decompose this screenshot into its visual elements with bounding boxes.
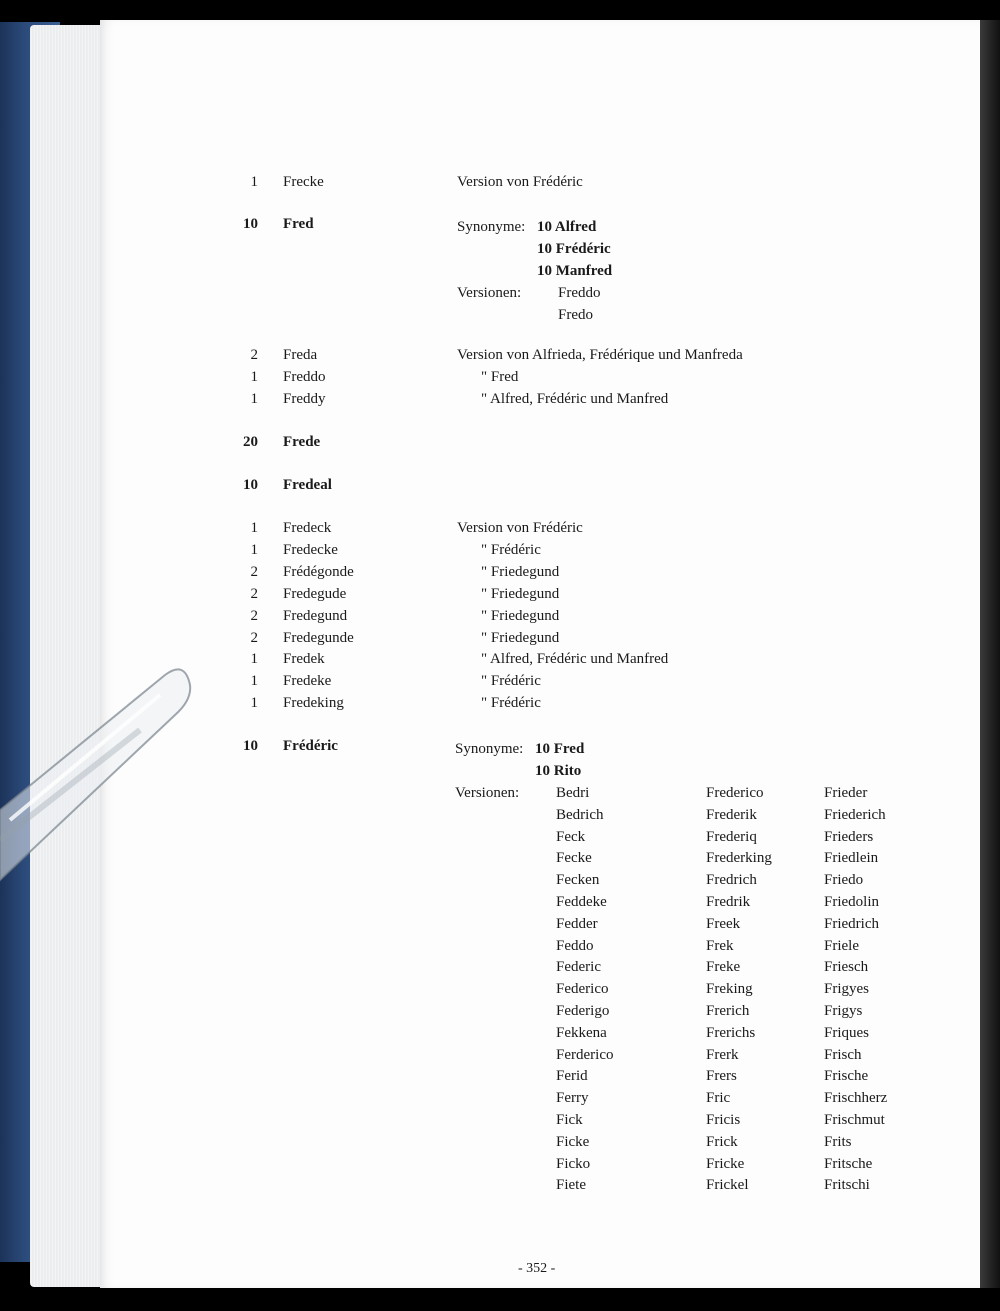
fred-version: Fredo bbox=[558, 307, 593, 323]
entry-name: Fredeck bbox=[283, 520, 332, 536]
entry-note: Version von Frédéric bbox=[457, 174, 583, 190]
frederic-version: Frerk bbox=[706, 1046, 739, 1063]
fred-synonym: 10 Alfred bbox=[537, 219, 597, 235]
frederic-version: Friedo bbox=[824, 872, 864, 889]
fred-synonym: 10 Manfred bbox=[537, 263, 613, 279]
entry-note: " Friedegund bbox=[481, 608, 560, 624]
entry-count: 1 bbox=[250, 391, 258, 407]
frederic-version: Fritsche bbox=[824, 1155, 873, 1172]
entry-note: Version von Frédéric bbox=[457, 520, 583, 536]
frederic-version: Frederiq bbox=[706, 828, 757, 845]
frederic-version: Fredrik bbox=[706, 894, 751, 910]
fred-versions-label: Versionen: bbox=[457, 285, 522, 301]
frederic-version: Frederico bbox=[706, 785, 764, 801]
frederic-version: Friedrich bbox=[824, 915, 879, 932]
frederic-version: Friedolin bbox=[824, 894, 879, 910]
frederic-version: Fritschi bbox=[824, 1177, 870, 1194]
entry-note: " Fred bbox=[481, 369, 519, 385]
page-number: - 352 - bbox=[518, 1261, 556, 1276]
frederic-version: Freking bbox=[706, 981, 753, 998]
frederic-version: Friedlein bbox=[824, 850, 879, 867]
entry-count: 2 bbox=[250, 347, 258, 363]
entry-count: 20 bbox=[243, 434, 258, 450]
frederic-version: Frek bbox=[706, 937, 734, 954]
frederic-version: Fiete bbox=[556, 1177, 586, 1194]
entry-name: Fredegund bbox=[283, 608, 348, 624]
frederic-version: Frischherz bbox=[824, 1090, 888, 1107]
frederic-version: Bedri bbox=[556, 785, 590, 801]
entry-count: 1 bbox=[250, 651, 258, 667]
frederic-version: Freek bbox=[706, 915, 741, 932]
frederic-version: Frederik bbox=[706, 806, 757, 823]
fred-version: Freddo bbox=[558, 285, 601, 301]
entry-count: 2 bbox=[250, 586, 258, 602]
entry-note: " Frédéric bbox=[481, 695, 541, 711]
entry-name: Frecke bbox=[283, 174, 324, 190]
entry-name: Freddo bbox=[283, 369, 326, 385]
frederic-version: Frigys bbox=[824, 1003, 863, 1019]
frederic-version: Ferid bbox=[556, 1068, 588, 1085]
frederic-version: Federic bbox=[556, 959, 601, 976]
entry-name: Frede bbox=[283, 434, 321, 450]
frederic-version: Bedrich bbox=[556, 806, 604, 823]
frederic-version: Frieders bbox=[824, 828, 874, 845]
frederic-version: Friele bbox=[824, 937, 859, 954]
frederic-versions-label: Versionen: bbox=[455, 785, 520, 801]
frederic-version: Fredrich bbox=[706, 872, 757, 889]
entry-count: 1 bbox=[250, 542, 258, 558]
entry-name: Freda bbox=[283, 347, 318, 363]
frederic-version: Friques bbox=[824, 1024, 869, 1041]
entry-note: " Alfred, Frédéric und Manfred bbox=[481, 651, 669, 667]
frederic-version: Feddo bbox=[556, 937, 594, 954]
fred-synonym: 10 Frédéric bbox=[537, 241, 611, 257]
frederic-version: Frische bbox=[824, 1068, 869, 1085]
page-pointer bbox=[0, 640, 220, 940]
entry-count: 2 bbox=[250, 608, 258, 624]
entry-count: 1 bbox=[250, 369, 258, 385]
entry-note: " Friedegund bbox=[481, 564, 560, 580]
frederic-version: Federico bbox=[556, 981, 609, 998]
frederic-version: Frers bbox=[706, 1068, 737, 1085]
frederic-version: Friederich bbox=[824, 806, 886, 823]
frederic-synonyms-label: Synonyme: bbox=[455, 741, 524, 757]
frederic-version: Feddeke bbox=[556, 894, 607, 910]
frederic-version: Ficko bbox=[556, 1155, 591, 1172]
frederic-version: Fricke bbox=[706, 1155, 745, 1172]
frederic-version: Frisch bbox=[824, 1046, 862, 1063]
frederic-version: Freke bbox=[706, 959, 741, 976]
frederic-synonym: 10 Fred bbox=[535, 741, 585, 757]
entry-count: 1 bbox=[250, 174, 258, 190]
frederic-synonym: 10 Rito bbox=[535, 763, 582, 779]
frederic-version: Ferry bbox=[556, 1090, 589, 1107]
frederic-version: Fecke bbox=[556, 850, 592, 867]
frederic-version: Fric bbox=[706, 1090, 731, 1107]
entry-name: Fredeke bbox=[283, 673, 332, 689]
frederic-version: Fricis bbox=[706, 1112, 741, 1128]
frederic-version: Feck bbox=[556, 828, 586, 845]
entry-name: Freddy bbox=[283, 391, 326, 407]
entry-count: 1 bbox=[250, 673, 258, 689]
frederic-version: Frickel bbox=[706, 1177, 749, 1194]
frederic-version: Frits bbox=[824, 1133, 852, 1150]
entry-name: Fredeking bbox=[283, 695, 344, 711]
entry-name: Frédéric bbox=[283, 738, 338, 754]
frederic-version: Fekkena bbox=[556, 1024, 607, 1041]
frederic-version: Frick bbox=[706, 1133, 738, 1150]
entry-note: " Alfred, Frédéric und Manfred bbox=[481, 391, 669, 407]
frederic-version: Ficke bbox=[556, 1133, 590, 1150]
entry-count: 10 bbox=[243, 738, 258, 754]
frederic-version: Frigyes bbox=[824, 981, 869, 998]
facing-page-edge bbox=[980, 20, 1000, 1288]
entry-name: Frédégonde bbox=[283, 564, 354, 580]
entry-note: " Friedegund bbox=[481, 630, 560, 646]
fred-synonyms-label: Synonyme: bbox=[457, 219, 526, 235]
entry-note: " Frédéric bbox=[481, 542, 541, 558]
entry-name: Fred bbox=[283, 216, 314, 232]
frederic-version: Frischmut bbox=[824, 1112, 885, 1128]
frederic-version: Federigo bbox=[556, 1003, 610, 1019]
frederic-version: Frieder bbox=[824, 785, 868, 801]
frederic-version: Fick bbox=[556, 1112, 583, 1128]
entry-count: 10 bbox=[243, 477, 258, 493]
entry-count: 10 bbox=[243, 216, 258, 232]
entry-count: 2 bbox=[250, 630, 258, 646]
entry-name: Fredek bbox=[283, 651, 325, 667]
entry-name: Fredegunde bbox=[283, 630, 354, 646]
frederic-version: Friesch bbox=[824, 959, 869, 976]
entry-count: 1 bbox=[250, 520, 258, 536]
frederic-version: Frederking bbox=[706, 850, 772, 867]
entry-count: 2 bbox=[250, 564, 258, 580]
entry-name: Fredecke bbox=[283, 542, 338, 558]
frederic-version: Frerich bbox=[706, 1003, 750, 1019]
entry-name: Fredegude bbox=[283, 586, 347, 602]
entry-note: " Friedegund bbox=[481, 586, 560, 602]
frederic-version: Frerichs bbox=[706, 1024, 756, 1041]
frederic-version: Ferderico bbox=[556, 1046, 614, 1063]
entry-count: 1 bbox=[250, 695, 258, 711]
entry-note: Version von Alfrieda, Frédérique und Manfreda bbox=[457, 347, 743, 363]
entry-note: " Frédéric bbox=[481, 673, 541, 689]
entry-name: Fredeal bbox=[283, 477, 332, 493]
frederic-version: Fedder bbox=[556, 915, 598, 932]
frederic-version: Fecken bbox=[556, 872, 600, 889]
